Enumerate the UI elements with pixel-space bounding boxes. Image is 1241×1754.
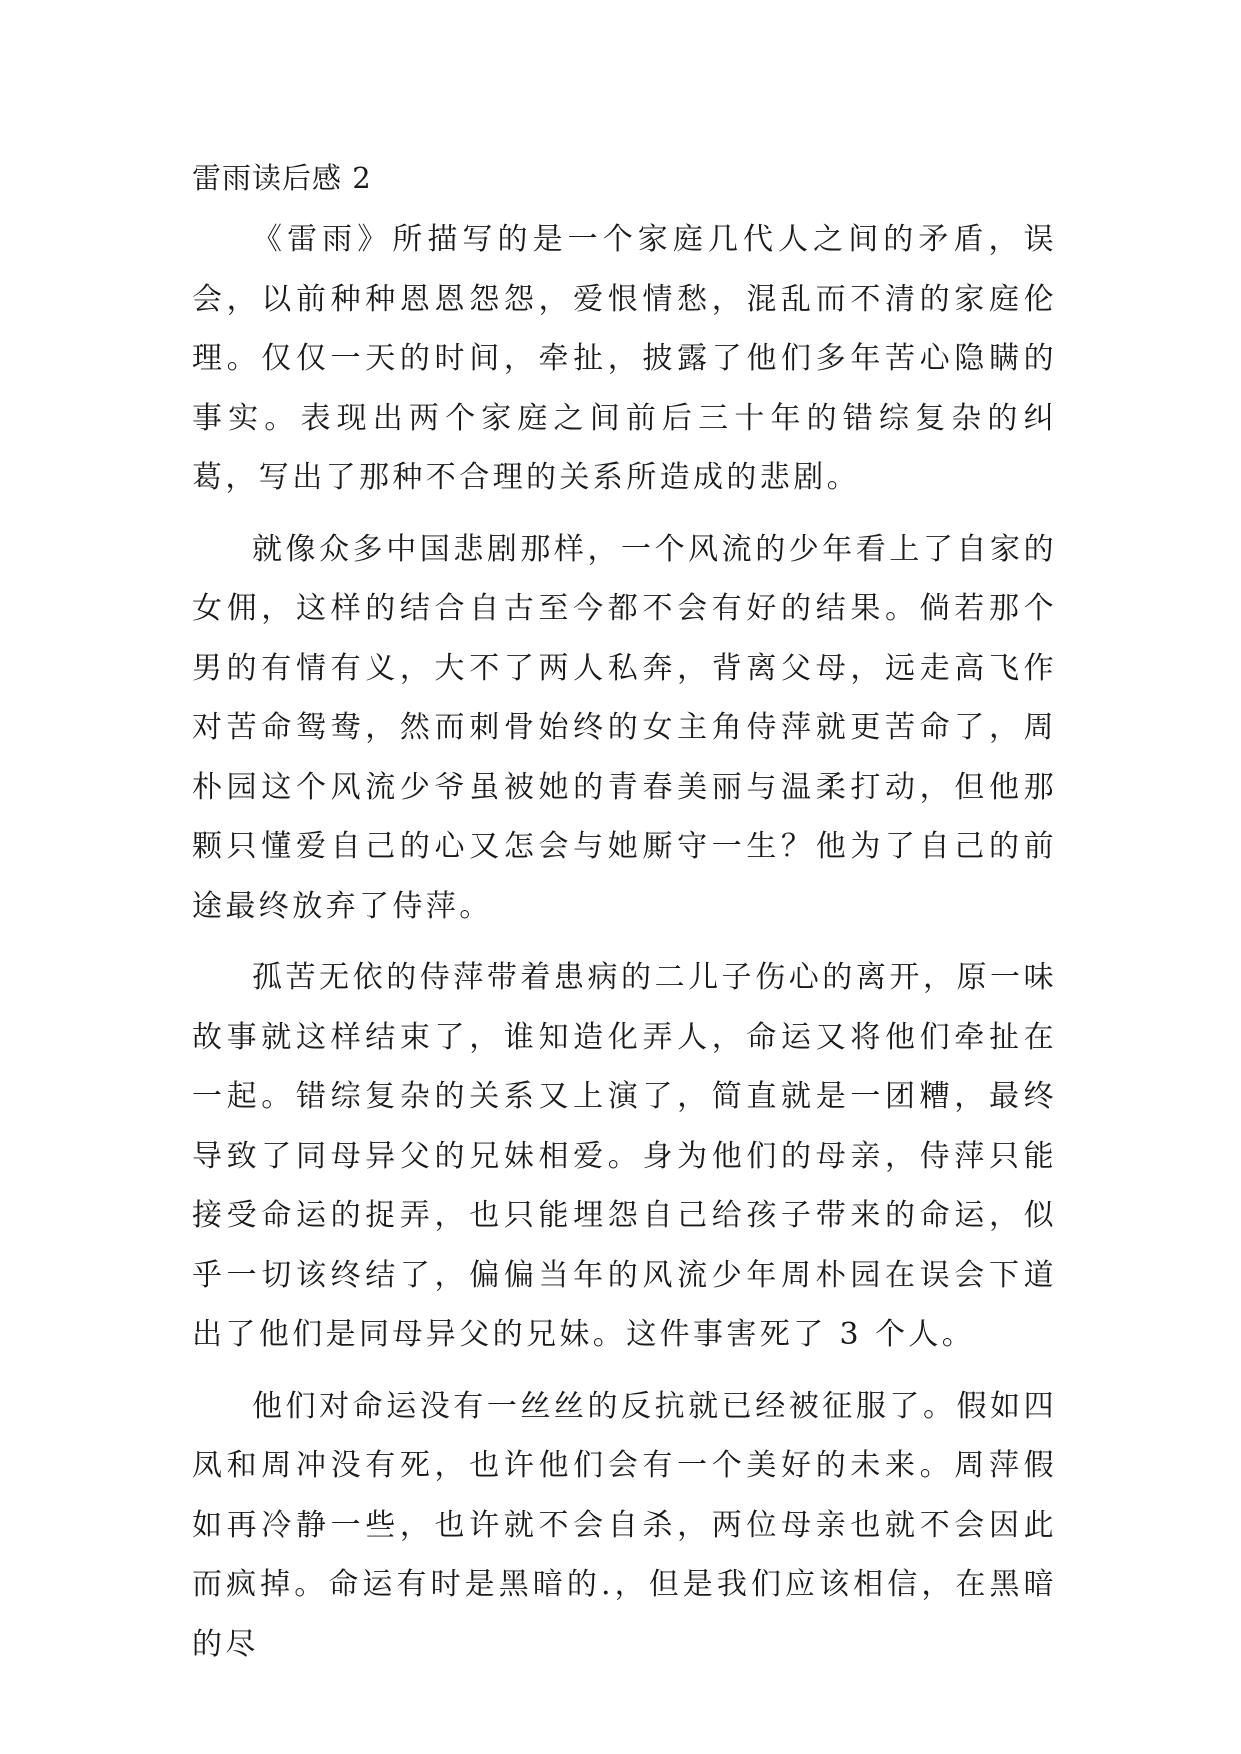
paragraph-1: 《雷雨》所描写的是一个家庭几代人之间的矛盾，误会，以前种种恩恩怨怨，爱恨情愁，混乱而不清的家庭伦理。仅仅一天的时间，牵扯，披露了他们多年苦心隐瞒的事实。表现出两个家庭之间前后三十年的错综复杂的纠葛，写出了那种不合理的关系所造成的悲剧。: [192, 222, 1057, 495]
document-body: [192, 158, 1057, 1674]
paragraph-2: 就像众多中国悲剧那样，一个风流的少年看上了自家的女佣，这样的结合自古至今都不会有好的结果。倘若那个男的有情有义，大不了两人私奔，背离父母，远走高飞作对苦命鸳鸯，然而刺骨始终的女主角侍萍就更苦命了，周朴园这个风流少爷虽被她的青春美丽与温柔打动，但他那颗只懂爱自己的心又怎会与她厮守一生？他为了自己的前途最终放弃了侍萍。: [192, 531, 1057, 924]
paragraph-4: 他们对命运没有一丝丝的反抗就已经被征服了。假如四凤和周冲没有死，也许他们会有一个美好的未来。周萍假如再冷静一些，也许就不会自杀，两位母亲也就不会因此而疯掉。命运有时是黑暗的.，但是我们应该相信，在黑暗的尽: [192, 1388, 1057, 1662]
paragraph-3: 孤苦无依的侍萍带着患病的二儿子伤心的离开，原一味故事就这样结束了，谁知造化弄人，命运又将他们牵扯在一起。错综复杂的关系又上演了，简直就是一团糟，最终导致了同母异父的兄妹相爱。身为他们的母亲，侍萍只能接受命运的捉弄，也只能埋怨自己给孩子带来的命运，似乎一切该终结了，偏偏当年的风流少年周朴园在误会下道出了他们是同母异父的兄妹。这件事害死了 3 个人。: [192, 960, 1057, 1352]
document-title: 雷雨读后感 2: [192, 161, 372, 195]
